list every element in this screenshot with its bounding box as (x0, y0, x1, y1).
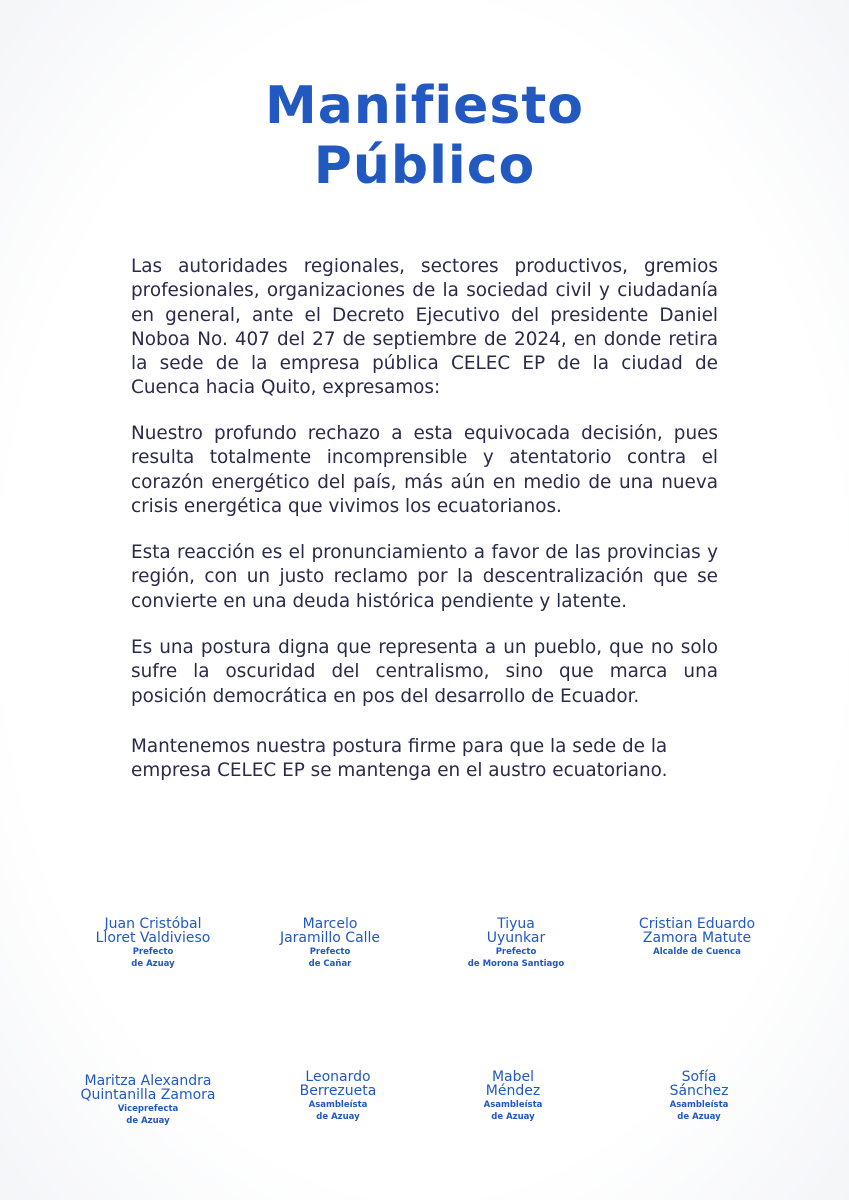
signatory-name: Méndez (485, 1083, 541, 1099)
signature-block (238, 1070, 438, 1123)
signatory-role: de Azuay (316, 1112, 360, 1122)
signature-block (53, 917, 253, 970)
signatory-role: de Azuay (131, 959, 175, 969)
signatory-name: Marcelo (302, 916, 358, 932)
signature-block (597, 917, 797, 958)
signatory-role: de Cañar (308, 959, 352, 969)
paragraph-position: Es una postura digna que representa a un pueblo, que no solo sufre la oscuridad del centralismo, sino que marca una posición democrática en pos del desarrollo de Ecuador. (131, 637, 718, 707)
paragraph-rejection: Nuestro profundo rechazo a esta equivocada decisión, pues resulta totalmente incomprensible y atentatorio contra el corazón energético del país, más aún en medio de una nueva crisis energética que vivimos los ecuatorianos. (131, 423, 718, 517)
signatory-role: Asambleísta (483, 1100, 543, 1110)
signatory-name: Berrezueta (299, 1083, 377, 1099)
signatory-name: Quintanilla Zamora (80, 1087, 216, 1103)
signatory-name: Jaramillo Calle (279, 930, 381, 946)
paragraph-closing: Mantenemos nuestra postura firme para que la sede de la empresa CELEC EP se mantenga en el austro ecuatoriano. (131, 736, 668, 782)
signatory-name: Zamora Matute (642, 930, 752, 946)
signatory-role: de Azuay (491, 1112, 535, 1122)
signatory-role: de Morona Santiago (467, 959, 565, 969)
document-title-line-1: Manifiesto (265, 76, 584, 136)
signatory-name: Cristian Eduardo (638, 916, 756, 932)
signatory-name: Leonardo (305, 1069, 371, 1085)
signatory-role: Asambleísta (308, 1100, 368, 1110)
signatory-name: Uyunkar (486, 930, 546, 946)
signatory-role: Prefecto (132, 947, 174, 957)
signatory-name: Sofía (681, 1069, 717, 1085)
signatory-role: Alcalde de Cuenca (653, 947, 741, 957)
signatory-role: Prefecto (495, 947, 537, 957)
signature-block (48, 1074, 248, 1127)
signature-block (413, 1070, 613, 1123)
signatory-role: Asambleísta (669, 1100, 729, 1110)
signatory-name: Lloret Valdivieso (95, 930, 211, 946)
paragraph-decentralization: Esta reacción es el pronunciamiento a favor de las provincias y región, con un justo reclamo por la descentralización que se convierte en una deuda histórica pendiente y latente. (131, 542, 718, 612)
signatory-role: de Azuay (677, 1112, 721, 1122)
signatory-role: de Azuay (126, 1116, 170, 1126)
signature-block (599, 1070, 799, 1123)
document-title-line-2: Público (313, 136, 536, 196)
signatory-role: Prefecto (309, 947, 351, 957)
signatory-name: Juan Cristóbal (104, 916, 202, 932)
signatory-name: Sánchez (669, 1083, 729, 1099)
signatory-name: Mabel (491, 1069, 535, 1085)
signature-block (230, 917, 430, 970)
signatory-name: Tiyua (497, 916, 535, 932)
signature-block (416, 917, 616, 970)
signatory-name: Maritza Alexandra (84, 1073, 212, 1089)
signatory-role: Viceprefecta (117, 1104, 179, 1114)
paragraph-intro: Las autoridades regionales, sectores productivos, gremios profesionales, organizaciones de la sociedad civil y ciudadanía en general, ante el Decreto Ejecutivo del presidente Daniel Noboa No. 407 del 27 de septiembre de 2024, en donde retira la sede de la empresa pública CELEC EP de la ciudad de Cuenca hacia Quito, expresamos: (131, 256, 718, 399)
